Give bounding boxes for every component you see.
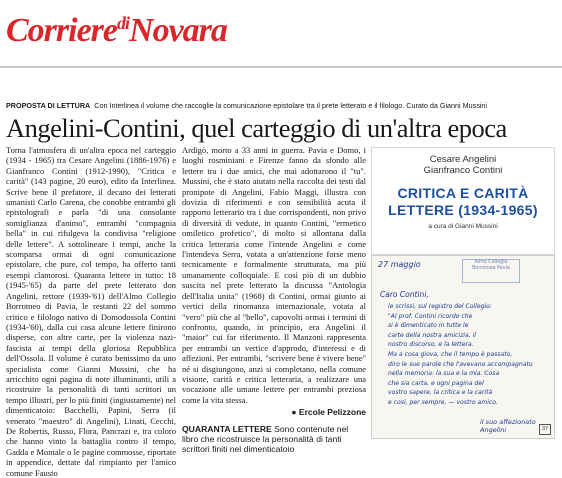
article-headline: Angelini-Contini, quel carteggio di un'altra epoca: [6, 113, 507, 143]
column-1-text: Torna l'atmosfera di un'altra epoca nel carteggio (1934 - 1965) tra Cesare Angelini (1886-1976) e Gianfranco Contini (1912-1990), "Critica e carità" (143 pagine, 20 euro), edito da Interlinea. Scrive bene il prefatore, il decano dei letterati umanisti Carlo Carena, che conobbe entrambi gli epistolografi e parla "di una consolante somiglianza d'animo", entrambi "compagnia bella" in cui rifulgeva la condivisa "religione delle lettere". A sottolineare i tempi, anche la scomparsa ormai di ogni comunicazione epistolare, che pure, col tempo, ha offerto tanti esempi clamorosi. Quaranta lettere in tutto: 18 (1945-'65) da parte del prete letterato don Angelini, rettore (1939-'61) dell'Almo Collegio Borromeo di Pavia, le restanti 22 del sommo critico e filologo nativo di Domodossola Contini (1934-'60), dalla cui casa alcune lettere finirono disperse, con altre carte, per la violenza nazi-fascista ai tempi della gloriosa Repubblica dell'Ossola. Il volume è curato benissimo da uno specialista come Gianni Mussini, che ha arricchito ogni pagina di note illuminanti, utili a ricostruire la personalità di tanti scrittori un tempo illustri, per lo più finiti (ingiustamente) nel dimenticatoio: Bacchelli, Papini, Serra (il venerato "maestro" di Angelini), Linati, Cecchi, De Robertis, Russo, Flora, Pancrazi e, tra coloro che hanno vinto la battaglia contro il tempo, Gadda e Montale o le pagine commosse, riportate in appendice, dettate dal rimpianto per l'amico comune Fausto: [6, 145, 176, 478]
letter-line: che sia carta, e ogni pagina del: [388, 379, 484, 387]
column-2-text: Ardigò, morto a 33 anni in guerra. Pavia e Domo, i luoghi rosminiani e Firenze fanno da sfondo alle lettere tra i due amici, che mai adottarono il "tu". Mussini, che è stato aiutato nella raccolta dei testi dal pronipote di Angelini, Fabio Maggi, illustra con dovizia di riferimenti e con sensibilità acuta il rapporto letterario tra i due corrispondenti, non privo di diversità di vedute, in quanto Contini, "ermetico omiletico profetico", di molto si allontana dalla critica letteraria come l'intende Angelini e come l'intendeva Serra, votata a un'attenzione forse meno tecnicamente e formalmente strutturata, ma più umanamente colloquiale. E così più di un dubbio suscita nel prete letterato la discussa "Antologia dell'Italia unita" (1968) di Contini, ormai giunto ai vertici della rinomanza internazionale, votata al "vero" più che al "bello", capovolti ormai i termini di confronto, quando, in principio, era Angelini il "maior" cui far riferimento. Il Manzoni rappresenta per entrambi un vertice d'approdo, d'interessi e di affezioni. Per entrambi, "scrivere bene è vivere bene" né si disgiungono, anzi si completano, nella comune visione, carità e critica letteraria, a realizzare una vocazione alle umane lettere per entrambi preziosa come la vita stessa.: [182, 145, 366, 405]
letter-line: nostro discorso, e la lettera.: [388, 341, 474, 349]
caption-lead: QUARANTA LETTERE: [182, 423, 272, 434]
letter-line: vostro sapere, la critica e la carità: [388, 389, 493, 397]
newspaper-logo: [6, 12, 256, 50]
letter-closing-line-2: Angelini: [480, 426, 507, 434]
kicker-text: Con Interlinea il volume che raccoglie la comunicazione epistolare tra il prete letterato e il filologo. Curato da Gianni Mussini: [94, 101, 487, 110]
letter-body: [388, 302, 546, 408]
letter-line: Ma a cosa giova, che il tempo è passato,: [388, 350, 513, 358]
letter-line: si è dimenticato in tutte le: [388, 322, 469, 330]
book-title-line-2: LETTERE (1934-1965): [388, 202, 538, 218]
letterhead-stamp: Almo Collegio Borromeo Pavia: [462, 259, 520, 283]
book-authors: [372, 154, 554, 176]
kicker-label: PROPOSTA DI LETTURA: [6, 101, 91, 110]
letter-date: 27 maggio: [378, 260, 421, 269]
caption-text: Sono contenute nel libro che ricostruisce la personalità di tanti scrittori finiti nel dimenticatoio: [182, 423, 349, 454]
book-author-2: Gianfranco Contini: [423, 165, 503, 176]
article-column-2: [182, 145, 366, 454]
letter-line: e cosi, per sempre, — vostro amico.: [388, 398, 498, 406]
article-column-1: [6, 145, 176, 478]
logo-end-text: Novara: [129, 12, 227, 49]
letter-line: "Al prof. Contini ricordo che: [388, 312, 473, 320]
page-number-box: 37: [539, 424, 551, 435]
book-editor: a cura di Gianni Mussini: [428, 223, 498, 230]
letter-closing: [480, 418, 536, 434]
book-title-line-1: CRITICA E CARITÀ: [397, 185, 529, 201]
book-title: [372, 185, 554, 219]
newspaper-masthead: [6, 12, 256, 64]
article-header: [6, 101, 556, 142]
letter-closing-line-1: il suo affezionato: [480, 418, 536, 426]
book-cover: [371, 147, 555, 255]
letter-greeting: Caro Contini,: [380, 290, 429, 299]
letter-line: diro le sue parole che l'avevano accompagnato: [388, 360, 533, 368]
header-divider: [0, 66, 562, 68]
book-illustration: [371, 147, 555, 439]
book-author-1: Cesare Angelini: [429, 154, 497, 165]
caption-box: [182, 424, 366, 455]
letter-line: nella memoria: la sua e la mia. Cosa: [388, 370, 500, 378]
letter-line: carte della nostra amicizia, il: [388, 331, 476, 339]
logo-main-text: Corriere: [6, 12, 117, 49]
handwritten-letter: [371, 255, 555, 439]
author-signature: ● Ercole Pelizzone: [291, 407, 366, 418]
letter-line: le scrissi, sul registro del Collegio:: [388, 303, 492, 310]
kicker: [6, 101, 556, 110]
logo-small-text: di: [117, 13, 130, 33]
